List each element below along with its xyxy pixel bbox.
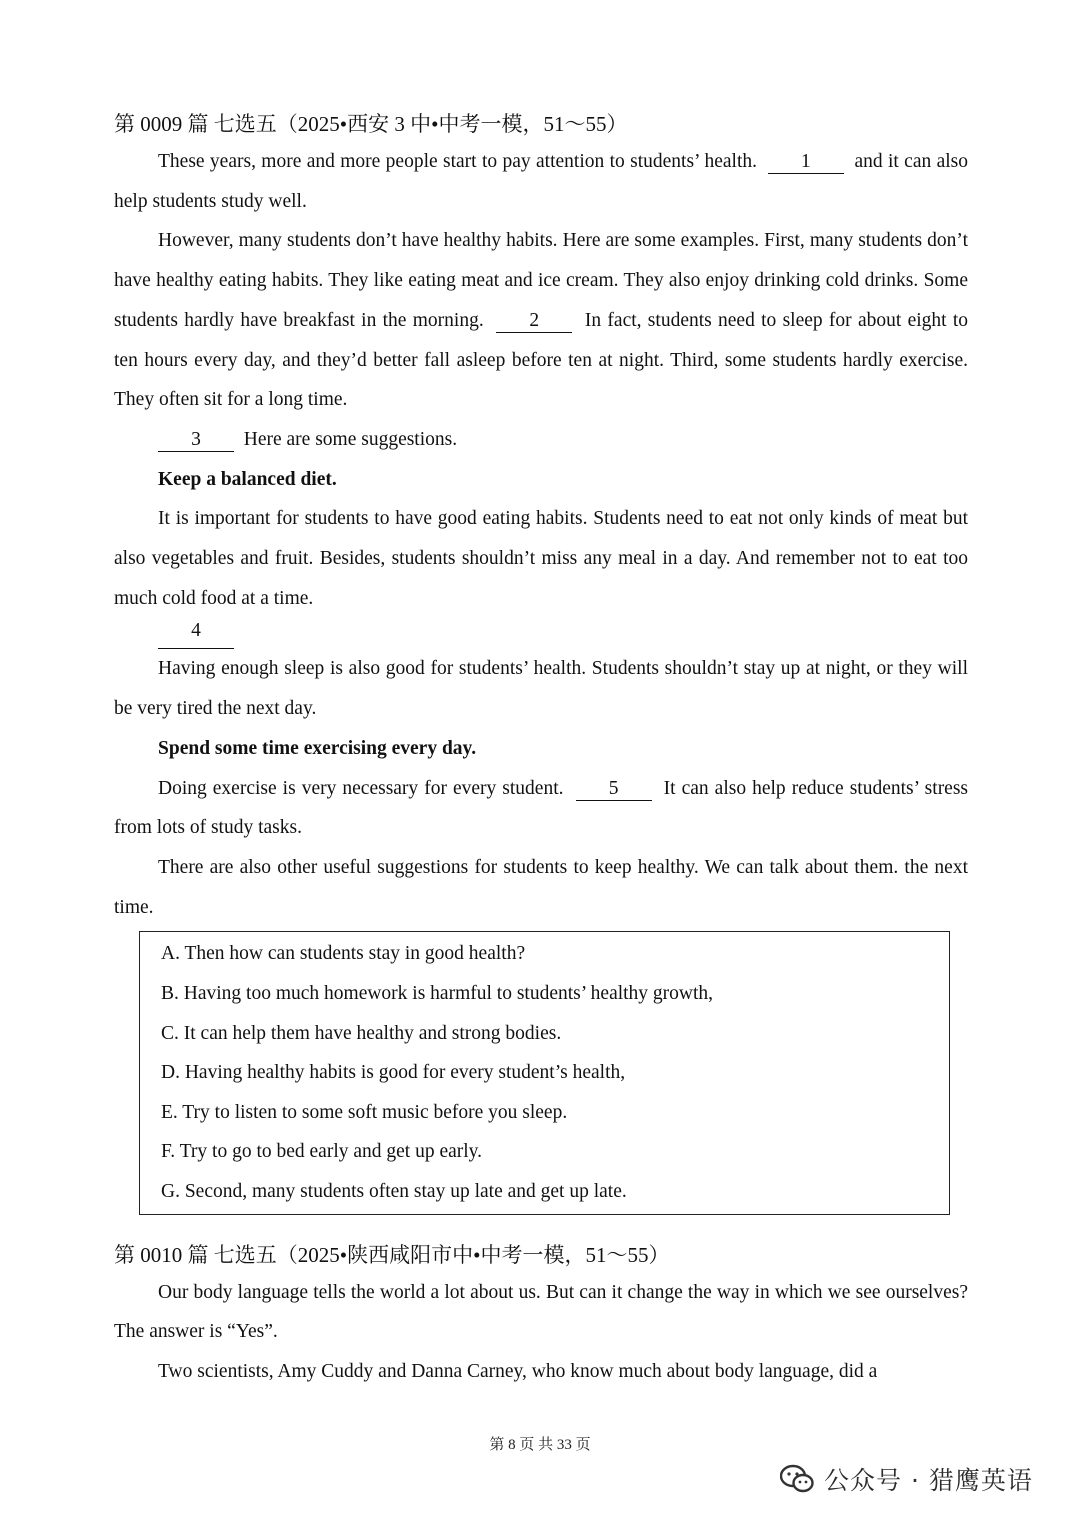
subheading: Spend some time exercising every day. (158, 737, 477, 759)
paragraph: 3 Here are some suggestions. (114, 420, 968, 460)
section-heading: 第 0010 篇 七选五（2025•陕西咸阳市中•中考一模，51～55） (114, 1242, 670, 1267)
section-heading: 第 0009 篇 七选五（2025•西安 3 中•中考一模，51～55） (114, 112, 628, 136)
blank-1[interactable]: 1 (768, 151, 844, 174)
watermark (780, 1461, 1033, 1497)
paragraph: There are also other useful suggestions for students to keep healthy. We can talk about them. the next time. (114, 856, 968, 918)
blank-row (114, 618, 968, 649)
paragraph: These years, more and more people start to pay attention to students’ health. 1 and it can also help students study well. (114, 151, 969, 212)
section-2 (114, 1239, 968, 1392)
paragraph: Having enough sleep is also good for students’ health. Students shouldn’t stay up at night, or they will be very tired the next day. (114, 658, 968, 720)
paragraph: Our body language tells the world a lot about us. But can it change the way in which we see ourselves? The answer is “Yes”. (114, 1281, 968, 1343)
option-item: C. It can help them have healthy and strong bodies. (161, 1022, 562, 1044)
paragraph: Doing exercise is very necessary for every student. 5 It can also help reduce students’ stress from lots of study tasks. (114, 777, 969, 839)
blank-3[interactable]: 3 (158, 429, 234, 452)
options-box (139, 931, 950, 1214)
option-item: F. Try to go to bed early and get up early. (161, 1141, 483, 1163)
blank-2[interactable]: 2 (496, 310, 572, 333)
blank-4[interactable]: 4 (158, 618, 234, 649)
option-item: B. Having too much homework is harmful to students’ healthy growth, (161, 982, 714, 1004)
watermark-text: 公众号 · 猎鹰英语 (824, 1466, 1033, 1495)
paragraph: Two scientists, Amy Cuddy and Danna Carney, who know much about body language, did a (158, 1360, 878, 1382)
option-item: E. Try to listen to some soft music before you sleep. (161, 1101, 568, 1123)
option-item: D. Having healthy habits is good for every student’s health, (161, 1062, 626, 1084)
paragraph: However, many students don’t have healthy habits. Here are some examples. First, many students don’t have healthy eating habits. They like eating meat and ice cream. They also enjoy drinking cold drinks. Some students hardly have breakfast in the morning. 2 In fact, students need to sleep for about eight to ten hours every day, and they’d better fall asleep before ten at night. Third, some students hardly exercise. They often sit for a long time. (114, 230, 969, 411)
wechat-icon (780, 1464, 814, 1494)
blank-5[interactable]: 5 (576, 778, 652, 801)
page-footer: 第 8 页 共 33 页 (489, 1437, 591, 1453)
document-page (114, 108, 968, 1392)
subheading: Keep a balanced diet. (158, 468, 337, 490)
paragraph: It is important for students to have good eating habits. Students need to eat not only kinds of meat but also vegetables and fruit. Besides, students shouldn’t miss any meal in a day. And remember not to eat too much cold food at a time. (114, 508, 968, 609)
option-item: G. Second, many students often stay up late and get up late. (161, 1180, 627, 1202)
option-item: A. Then how can students stay in good health? (161, 943, 526, 965)
